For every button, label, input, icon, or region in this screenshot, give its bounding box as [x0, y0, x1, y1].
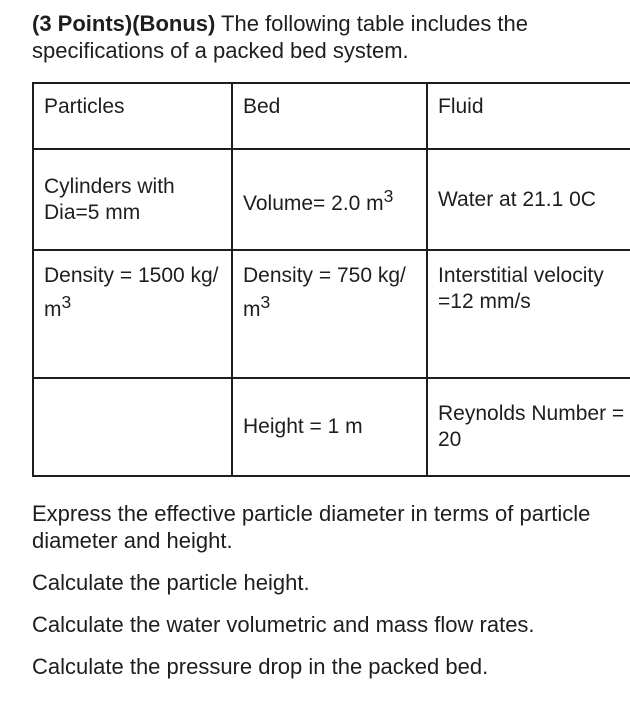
question-item: Calculate the pressure drop in the packed bed. [32, 654, 489, 679]
column-header-fluid: Fluid [427, 83, 630, 149]
question-list [32, 500, 622, 709]
table-header-row [33, 83, 630, 149]
table-row [33, 378, 630, 476]
column-header-particles: Particles [33, 83, 232, 149]
table-row [33, 250, 630, 377]
table-cell: Cylinders with Dia=5 mm [33, 149, 232, 250]
specifications-table [32, 82, 630, 477]
table-cell: Density = 1500 kg/ $m^3$ [33, 250, 232, 377]
points-label: (3 Points)(Bonus) [32, 11, 216, 36]
problem-heading [32, 10, 602, 64]
table-cell: Volume= 2.0 $m^3$ [232, 149, 427, 250]
question-item: Calculate the particle height. [32, 570, 310, 595]
question-item: Express the effective particle diameter in terms of particle diameter and height. [32, 501, 591, 553]
exponent: 3 [61, 292, 72, 313]
table-row [33, 149, 630, 250]
table-cell [33, 378, 232, 476]
table-cell: Interstitial velocity =12 mm/s [427, 250, 630, 377]
table-cell: Density = 750 kg/ $m^3$ [232, 250, 427, 377]
column-header-bed: Bed [232, 83, 427, 149]
exponent: 3 [260, 292, 271, 313]
table-cell: Reynolds Number = 20 [427, 378, 630, 476]
table-cell: Height = 1 m [232, 378, 427, 476]
exponent: 3 [383, 185, 394, 206]
table-cell: Water at 21.1 0C [427, 149, 630, 250]
question-item: Calculate the water volumetric and mass flow rates. [32, 612, 535, 637]
heading-text: The following table includes the specifications of a packed bed system. [32, 11, 529, 63]
truncated-line [32, 695, 622, 709]
